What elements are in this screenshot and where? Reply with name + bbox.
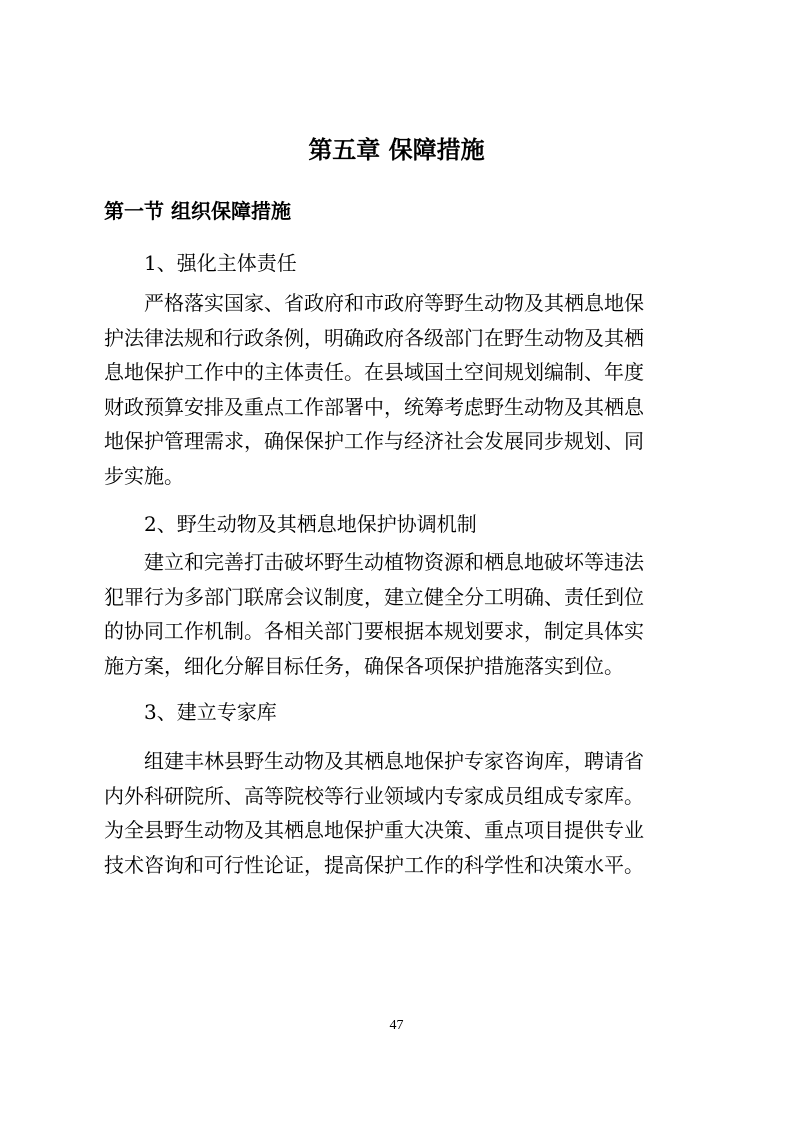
item-heading-2: 2、野生动物及其栖息地保护协调机制 — [144, 512, 477, 536]
section-title: 第一节 组织保障措施 — [104, 199, 291, 223]
item-body-1: 严格落实国家、省政府和市政府等野生动物及其栖息地保 护法律法规和行政条例，明确政府各级部门在野生动物及其栖 息地保护工作中的主体责任。在县域国土空间规划编制、年度 财政预算安排及重点工作部署中，统筹考虑野生动物及其栖息 地保护管理需求，确保保护工作与经济社会发展同步规划、同 步实施。 — [104, 291, 644, 488]
item-body-2: 建立和完善打击破坏野生动植物资源和栖息地破坏等违法 犯罪行为多部门联席会议制度，建立健全分工明确、责任到位 的协同工作机制。各相关部门要根据本规划要求，制定具体实 施方案，细化分解目标任务，确保各项保护措施落实到位。 — [104, 550, 644, 678]
page-number: 47 — [389, 1018, 404, 1033]
item-body-3: 组建丰林县野生动物及其栖息地保护专家咨询库，聘请省 内外科研院所、高等院校等行业领域内专家成员组成专家库。 为全县野生动物及其栖息地保护重大决策、重点项目提供专业 技术咨询和可行性论证，提高保护工作的科学性和决策水平。 — [104, 749, 644, 877]
chapter-title: 第五章 保障措施 — [308, 136, 485, 164]
item-heading-3: 3、建立专家库 — [144, 700, 277, 724]
item-heading-1: 1、强化主体责任 — [144, 251, 297, 275]
